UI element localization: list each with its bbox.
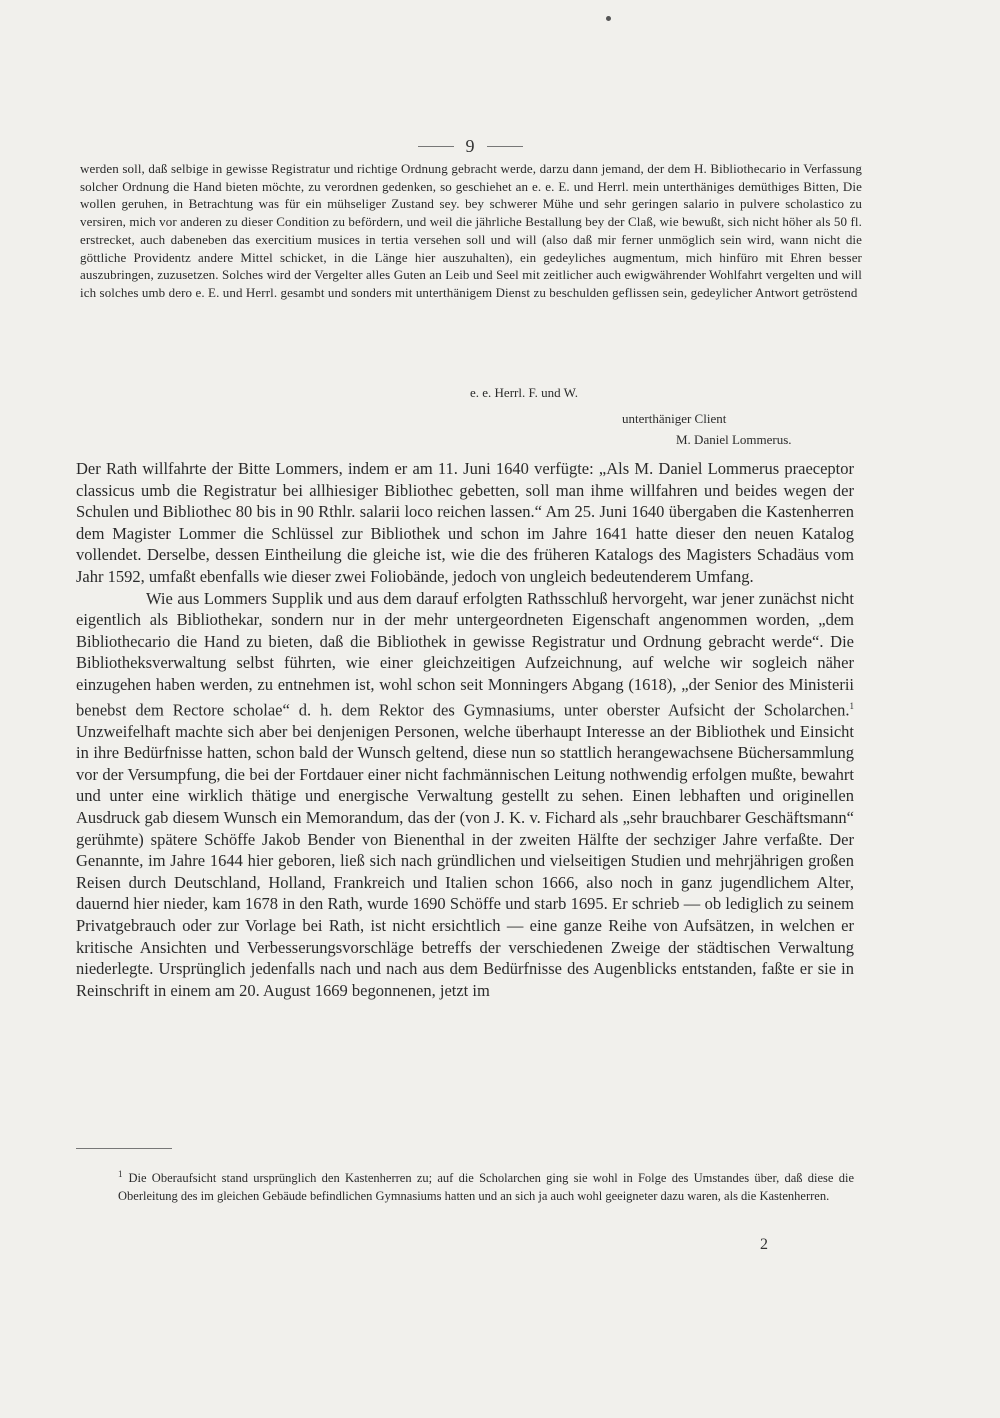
footnote-marker: 1 <box>118 1169 123 1179</box>
letter-text: werden soll, daß selbige in gewisse Registratur und richtige Ordnung gebracht werde, darzu dann jemand, der dem H. Bibliothecario in Verfassung solcher Ordnung die Hand bieten möchte, zu verordnen gedenken, so geschiehet an e. e. E. und Herrl. mein unterthäniges demüthiges Bitten, Die wollen geruhen, in Betrachtung was für ein mühseliger Zustand sey. bey schwerer Mühe und sehr geringen salario in pulvere scholastico zu versiren, mich vor anderen zu dieser Condition zu befördern, und weil die jährliche Bestallung bey der Claß, wie bewußt, sich nicht höher als 50 fl. erstrecket, auch dabeneben das exercitium musices in tertia versehen soll und will (also daß mir ferner unmöglich sein wird, wann nicht die göttliche Providentz andere Mittel schicket, in die Länge hier auszuhalten), ein gedeyliches augmentum, mich hinfüro mit Ehren besser auszubringen, zuzusetzen. Solches wird der Vergelter alles Guten an Leib und Seel mit zeitlicher auch ewigwährender Wohlfahrt vergelten und will ich solches umb dero e. E. und Herrl. gesambt und sonders mit unterthänigem Dienst zu beschulden geflissen sein, gedeylicher Antwort getröstend <box>80 161 862 300</box>
footnote-reference: 1 <box>849 700 854 711</box>
paragraph-2-part-2: Unzweifelhaft machte sich aber bei denjenigen Personen, welche überhaupt Interesse an der Bibliothek und Einsicht in ihre Bedürfnisse hatten, schon bald der Wunsch geltend, diese nun so stattlich herangewachsene Büchersammlung vor der Versumpfung, die bei der Fortdauer einer nicht fachmännischen Leitung nothwendig erfolgen mußte, bewahrt und unter eine wirklich thätige und energische Verwaltung gestellt zu sehen. Einen lebhaften und originellen Ausdruck gab diesem Wunsch ein Memorandum, das der (von J. K. v. Fichard als „sehr brauchbarer Geschäftsmann“ gerühmte) spätere Schöffe Jakob Bender von Bienenthal in der zweiten Hälfte der sechziger Jahre verfaßte. Der Genannte, im Jahre 1644 hier geboren, ließ sich nach gründlichen und vielseitigen Studien und mehrjährigen großen Reisen durch Deutschland, Holland, Frankreich und Italien schon 1666, also noch in ganz jugendlichem Alter, dauernd hier nieder, kam 1678 in den Rath, wurde 1690 Schöffe und starb 1695. Er schrieb — ob lediglich zu seinem Privatgebrauch oder zur Vorlage bei Rath, ist nicht ersichtlich — eine ganze Reihe von Aufsätzen, in welchen er kritische Ansichten und Verbesserungsvorschläge betreffs der verschiedenen Zweige der städtischen Verwaltung niederlegte. Ursprünglich jedenfalls nach und nach aus dem Bedürfnisse des Augenblicks entstanden, faßte er sie in Reinschrift in einem am 20. August 1669 begonnenen, jetzt im <box>76 721 854 1000</box>
printer-signature-mark: 2 <box>760 1236 768 1253</box>
header-dash-right <box>487 146 523 147</box>
main-text <box>76 458 854 1001</box>
page-header <box>410 136 530 157</box>
paragraph-2 <box>76 588 854 1002</box>
footnote-rule <box>76 1148 172 1149</box>
header-dash-left <box>418 146 454 147</box>
footnote-body <box>68 1166 854 1205</box>
letter-closing-address: e. e. Herrl. F. und W. <box>470 385 578 400</box>
paragraph-2-part-1: Wie aus Lommers Supplik und aus dem darauf erfolgten Rathsschluß hervorgeht, war jener zunächst nicht eigentlich als Bibliothekar, sondern nur in der mehr untergeordneten Eigenschaft angenommen worden, „dem Bibliothecario die Hand zu bieten, daß die Bibliothek in gewisse Registratur und Ordnung gebracht werde“. Die Bibliotheksverwaltung selbst führten, wie einer gleichzeitigen Aufzeichnung, auf welche wir sogleich näher einzugehen haben werden, zu entnehmen ist, wohl schon seit Monningers Abgang (1618), „der Senior des Ministerii benebst dem Rectore scholae“ d. h. dem Rektor des Gymnasiums, unter oberster Aufsicht der Scholarchen. <box>76 588 854 720</box>
page-number: 9 <box>465 136 475 156</box>
letter-closing-client: unterthäniger Client <box>622 411 727 426</box>
letter-signature: M. Daniel Lommerus. <box>676 432 792 447</box>
ink-speck <box>606 16 611 21</box>
footnote <box>68 1166 854 1205</box>
footnote-text: Die Oberaufsicht stand ursprünglich den Kastenherren zu; auf die Scholarchen ging sie wohl in Folge des Umstandes über, daß diese die Oberleitung des im gleichen Gebäude befindlichen Gymnasiums hatten und an sich ja auch wohl geeigneter dazu waren, als die Kastenherren. <box>118 1171 854 1203</box>
paragraph-1: Der Rath willfahrte der Bitte Lommers, indem er am 11. Juni 1640 verfügte: „Als M. Daniel Lommerus praeceptor classicus umb die Registratur bei allhiesiger Bibliothec gebetten, soll man ihme willfahren und beides wegen der Schulen und Bibliothec 80 bis in 90 Rthlr. salarii loco reichen lassen.“ Am 25. Juni 1640 übergaben die Kastenherren dem Magister Lommer die Schlüssel zur Bibliothek und schon im Jahre 1641 hatte dieser den neuen Katalog vollendet. Derselbe, dessen Eintheilung die gleiche ist, wie die des früheren Katalogs des Magisters Schadäus vom Jahr 1592, umfaßt ebenfalls wie dieser zwei Foliobände, jedoch von ungleich bedeutenderem Umfang. <box>76 459 854 586</box>
quoted-letter <box>80 160 862 302</box>
